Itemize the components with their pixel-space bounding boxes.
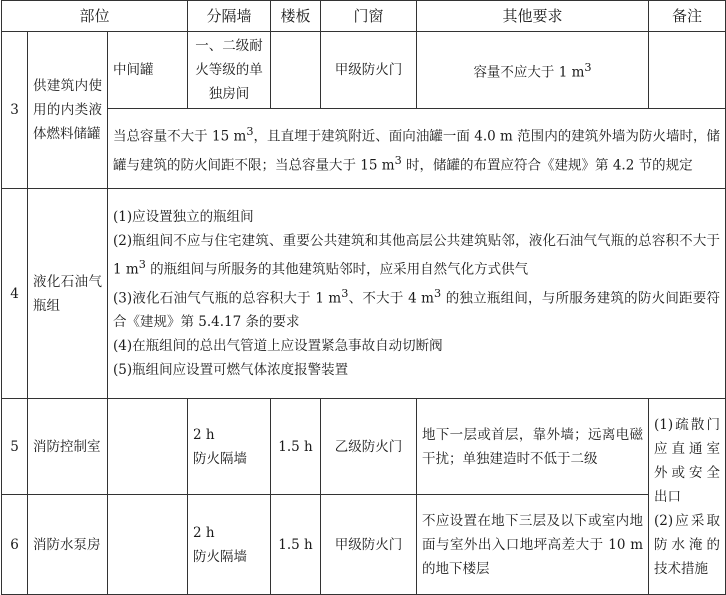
row-door: 甲级防火门 xyxy=(321,495,417,595)
row-wall: 一、二级耐火等级的单独房间 xyxy=(188,32,271,109)
requirement-4: (4)在瓶组间的总出气管道上应设置紧急事故自动切断阀 xyxy=(113,338,443,354)
row-location: 消防水泵房 xyxy=(28,495,108,595)
row-detail: 当总容量不大于 15 $m^3$，且直埋于建筑附近、面向油罐一面 4.0 m 范围内的建筑外墙为防火墙时，储罐与建筑的防火间距不限；当总容量大于 15 $m^3$ 时，储罐的布置应符合《建规》第 4.2 节的规定 xyxy=(108,109,726,189)
row-location: 供建筑内使用的内类液体燃料储罐 xyxy=(28,32,108,189)
row-floor: 1.5 h xyxy=(271,495,321,595)
header-note: 备注 xyxy=(649,1,726,32)
row-detail xyxy=(108,189,726,399)
row-other: 地下一层或首层，靠外墙；远离电磁干扰；单独建造时不低于二级 xyxy=(417,399,649,495)
row-number: 4 xyxy=(2,189,28,399)
fire-separation-table xyxy=(1,0,726,595)
row-location: 消防控制室 xyxy=(28,399,108,495)
row-floor: 1.5 h xyxy=(271,399,321,495)
requirement-3: (3)液化石油气气瓶的总容积大于 1 $m^3$、不大于 4 $m^3$ 的独立瓶组间，与所服务建筑的防火间距要符合《建规》第 5.4.17 条的要求 xyxy=(113,286,721,330)
header-row xyxy=(2,1,726,32)
row-sublocation xyxy=(108,495,188,595)
row-number: 3 xyxy=(2,32,28,189)
row-number: 6 xyxy=(2,495,28,595)
header-wall: 分隔墙 xyxy=(188,1,271,32)
row-door: 乙级防火门 xyxy=(321,399,417,495)
row-other: 容量不应大于 1 $m^3$ xyxy=(417,32,649,109)
row-other: 不应设置在地下三层及以下或室内地面与室外出入口地坪高差大于 10 m 的地下楼层 xyxy=(417,495,649,595)
requirement-5: (5)瓶组间应设置可燃气体浓度报警装置 xyxy=(113,362,349,378)
table-row xyxy=(2,399,726,495)
row-note xyxy=(649,32,726,109)
requirement-1: (1)应设置独立的瓶组间 xyxy=(113,209,254,225)
header-floor: 楼板 xyxy=(271,1,321,32)
header-door: 门窗 xyxy=(321,1,417,32)
row-wall: 2 h 防火隔墙 xyxy=(188,495,271,595)
row-floor xyxy=(271,32,321,109)
note-1: (1)疏散门应直通室外或安全出口 xyxy=(654,416,721,505)
row-note xyxy=(649,399,726,595)
row-sublocation xyxy=(108,399,188,495)
row-location: 液化石油气瓶组 xyxy=(28,189,108,399)
note-2: (2)应采取防水淹的技术措施 xyxy=(654,512,721,577)
header-other: 其他要求 xyxy=(417,1,649,32)
table-row xyxy=(2,109,726,189)
table-row xyxy=(2,32,726,109)
row-number: 5 xyxy=(2,399,28,495)
table-row xyxy=(2,495,726,595)
row-wall: 2 h 防火隔墙 xyxy=(188,399,271,495)
header-location: 部位 xyxy=(2,1,188,32)
row-sublocation: 中间罐 xyxy=(108,32,188,109)
table-row xyxy=(2,189,726,399)
requirement-2: (2)瓶组间不应与住宅建筑、重要公共建筑和其他高层公共建筑贴邻，液化石油气气瓶的总容积不大于 1 $m^3$ 的瓶组间与所服务的其他建筑贴邻时，应采用自然气化方式供气 xyxy=(113,233,721,278)
row-door: 甲级防火门 xyxy=(321,32,417,109)
